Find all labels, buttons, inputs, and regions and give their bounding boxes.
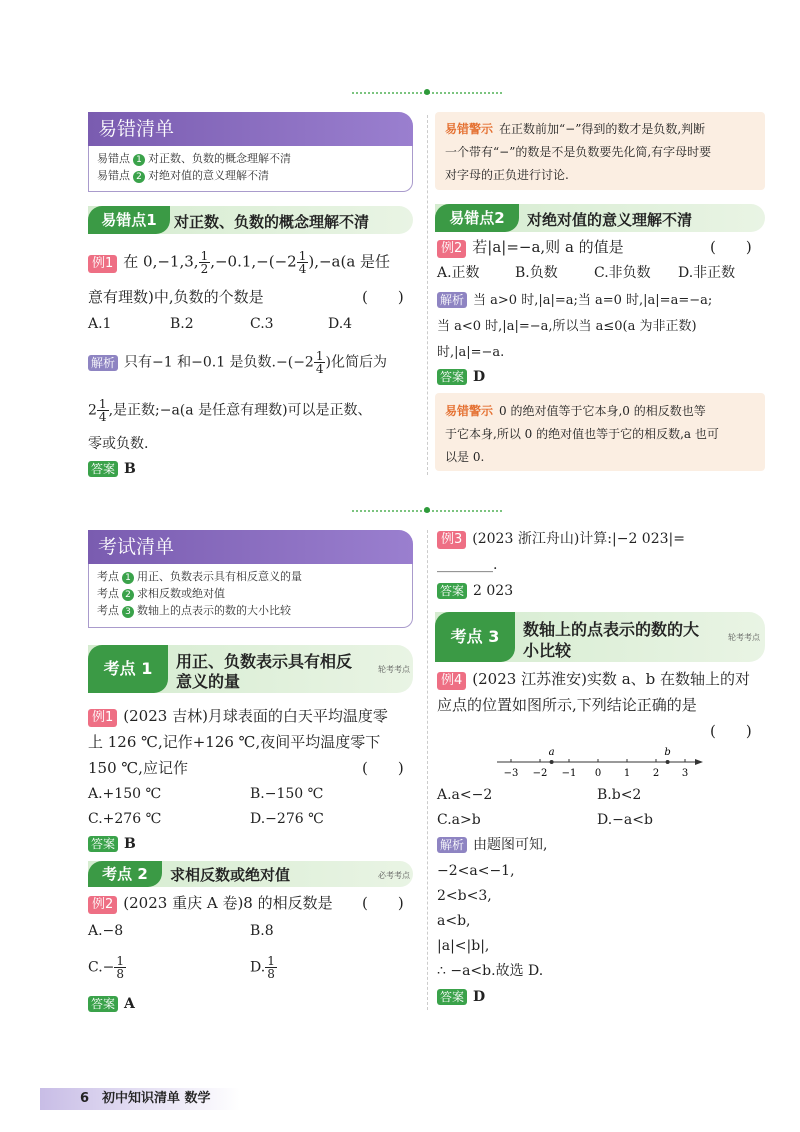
number-1-icon: 1 [133,154,145,166]
kex3-line1: 例3 (2023 浙江舟山)计算:|−2 023|= [437,530,685,549]
kd3-note: 轮考考点 [728,633,760,642]
answer-tag: 答案 [88,836,118,852]
jx1-line1: 解析 只有−1 和−0.1 是负数.−(−2 $\frac{1}{4}$ )化简后为 [88,350,387,375]
kex1-line1: 例1 (2023 吉林)月球表面的白天平均温度零 [88,707,388,727]
option-a: A.正数 [437,265,480,281]
answer1: 答案 B [88,460,136,478]
option-b: B.8 [250,923,274,939]
jx4-line1: 解析 由题图可知, [437,836,547,854]
tick-label: 2 [652,768,660,779]
warning-tag: 易错警示 [445,122,494,136]
jx1-line3: 零或负数. [88,436,149,452]
kex1-line3: 150 ℃,应记作 [88,759,188,777]
warn2-line1: 易错警示 0 的绝对值等于它本身,0 的相反数也等 [445,404,706,418]
kanswer3: 答案 2 023 [437,582,513,600]
analysis-tag: 解析 [437,837,467,853]
warn1-line1: 易错警示 在正数前加“−”得到的数才是负数,判断 [445,122,706,136]
ex1-line1: 例1 在 0,−1,3, $\frac{1}{2}$ ,−0.1,−(−2 $\frac{1}{4}$ ),−a(a 是任 [88,250,390,275]
yc1-title: 对正数、负数的概念理解不清 [174,213,370,231]
tick-label: −2 [532,768,548,779]
jx2-line1: 解析 当 a>0 时,|a|=a;当 a=0 时,|a|=a=−a; [437,292,712,310]
column-divider [427,115,428,475]
option-d: D.4 [328,316,353,332]
kanswer1: 答案 B [88,835,136,853]
tick-label: −1 [561,768,577,779]
tick-label: 0 [594,768,602,779]
warning-tag: 易错警示 [445,404,494,418]
jx4-line2: −2<a<−1, [437,863,515,879]
number-2-icon: 2 [133,171,145,183]
answer-paren: ( ) [710,722,752,740]
answer-paren: ( ) [362,288,404,306]
answer-tag: 答案 [437,583,467,599]
number-line [495,745,705,779]
jx2-line2: 当 a<0 时,|a|=−a,所以当 a≤0(a 为非正数) [437,319,697,334]
analysis-tag: 解析 [88,355,118,371]
option-b: B.b<2 [597,787,642,803]
option-b: B.负数 [515,265,558,281]
yicuo-title: 易错清单 [88,112,413,146]
kd1-bar: 用正、负数表示具有相反 意义的量 [88,645,413,693]
jx4-line3: 2<b<3, [437,888,492,904]
jx4-line5: |a|<|b|, [437,938,490,954]
column-divider [427,530,428,1010]
warn1-line3: 对字母的正负进行讨论. [445,168,569,182]
kd1-note: 轮考考点 [378,665,410,674]
option-d: D.非正数 [678,265,736,281]
option-d: D.−276 ℃ [250,811,324,827]
option-c: C.− $\frac{1}{8}$ [88,954,125,981]
kaoshi-title: 考试清单 [88,530,413,564]
kd2-note: 必考考点 [378,871,410,880]
kex1-line2: 上 126 ℃,记作+126 ℃,夜间平均温度零下 [88,733,381,751]
example-tag: 例3 [437,531,466,549]
divider-top [352,92,502,96]
option-d: D.−a<b [597,812,653,828]
yc1-label: 易错点1 [88,206,170,234]
answer2: 答案 D [437,368,485,386]
kd2-label: 考点 2 [88,861,162,887]
warn1-line2: 一个带有“−”的数是不是负数要先化简,有字母时要 [445,145,712,159]
option-a: A.+150 ℃ [88,786,162,802]
kd3-label: 考点 3 [435,612,515,662]
kd1-label: 考点 1 [88,645,168,693]
example-tag: 例2 [437,240,466,258]
kex3-blank: ________. [437,557,498,573]
example-tag: 例1 [88,255,117,273]
answer-tag: 答案 [437,369,467,385]
option-b: B.−150 ℃ [250,786,324,802]
yicuo-list: 易错点 1 对正数、负数的概念理解不清 易错点 2 对绝对值的意义理解不清 [88,146,413,192]
footer-title: 初中知识清单 数学 [102,1091,211,1106]
divider-middle [352,510,502,514]
answer-paren: ( ) [710,238,752,256]
option-a: A.1 [88,316,112,332]
option-c: C.+276 ℃ [88,811,162,827]
kex2-line1: 例2 (2023 重庆 A 卷)8 的相反数是 [88,894,333,914]
kex4-line2: 应点的位置如图所示,下列结论正确的是 [437,696,697,714]
analysis-tag: 解析 [437,292,467,308]
jx4-line4: a<b, [437,913,471,929]
point-label: b [664,747,671,758]
point-b [666,760,670,764]
answer-tag: 答案 [88,461,118,477]
jx1-line2: 2 $\frac{1}{4}$ ,是正数;−a(a 是任意有理数)可以是正数、 [88,397,372,424]
jx2-line3: 时,|a|=−a. [437,345,505,360]
option-c: C.a>b [437,812,481,828]
ex2-line1: 例2 若|a|=−a,则 a 的值是 [437,238,624,258]
option-d: D. $\frac{1}{8}$ [250,954,275,981]
option-c: C.非负数 [594,265,651,281]
example-tag: 例2 [88,896,117,914]
example-tag: 例4 [437,672,466,690]
tick-label: −3 [503,768,519,779]
option-c: C.3 [250,316,274,332]
tick-label: 3 [681,768,689,779]
kanswer2: 答案 A [88,995,135,1013]
option-b: B.2 [170,316,194,332]
answer-paren: ( ) [362,894,404,912]
example-tag: 例1 [88,709,117,727]
ex1-line2: 意有理数)中,负数的个数是 [88,288,264,306]
kex4-line1: 例4 (2023 江苏淮安)实数 a、b 在数轴上的对 [437,670,750,690]
jx4-line6: ∴ −a<b.故选 D. [437,963,544,979]
yc2-label: 易错点2 [435,204,519,232]
kaoshi-list: 考点 1 用正、负数表示具有相反意义的量 考点 2 求相反数或绝对值 考点 3 数轴上的点表示的数的大小比较 [88,564,413,628]
axis-arrow [695,759,703,765]
answer-paren: ( ) [362,759,404,777]
warn2-line2: 于它本身,所以 0 的绝对值也等于它的相反数,a 也可 [445,427,719,441]
page-number: 6 [80,1091,90,1106]
option-a: A.a<−2 [437,787,493,803]
kanswer4: 答案 D [437,988,485,1006]
yc2-title: 对绝对值的意义理解不清 [527,211,693,229]
option-a: A.−8 [88,923,124,939]
answer-tag: 答案 [88,996,118,1012]
tick-label: 1 [623,768,631,779]
point-label: a [548,747,555,758]
kd2-bar: 求相反数或绝对值 [88,861,413,887]
kd3-bar: 数轴上的点表示的数的大 小比较 [435,612,765,662]
warn2-line3: 以是 0. [445,450,485,464]
point-a [550,760,554,764]
answer-tag: 答案 [437,989,467,1005]
